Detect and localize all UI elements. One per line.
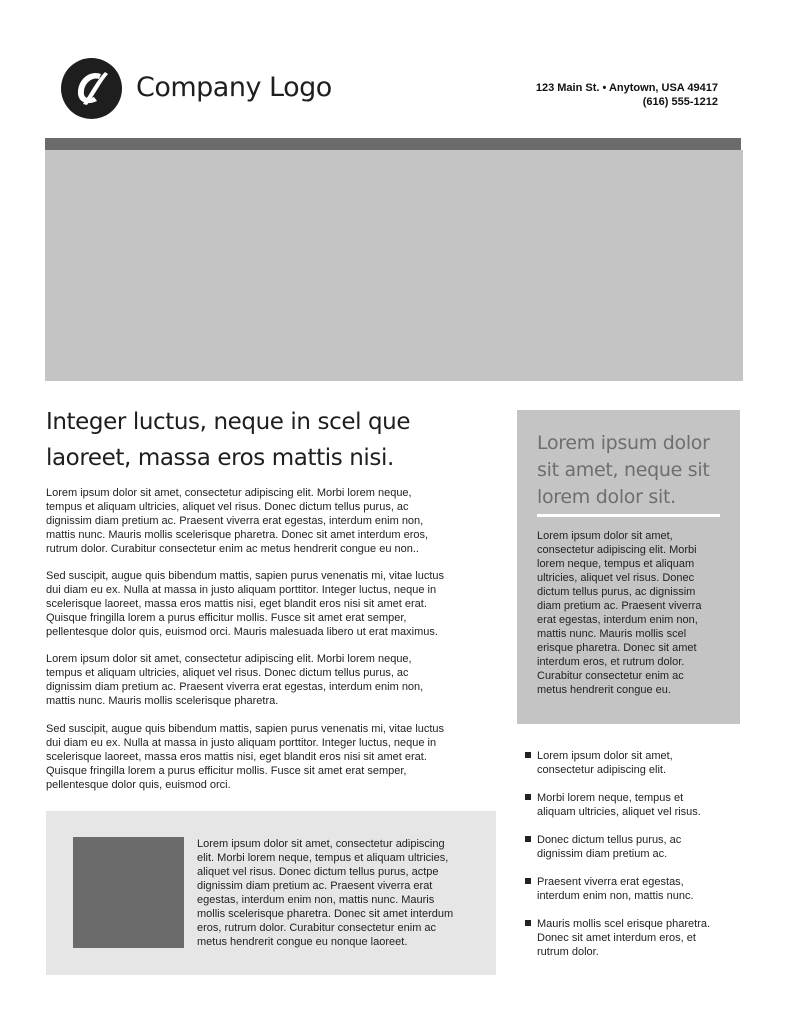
text-line: tempus et aliquam ultricies, aliquet vel risus. Donec dictum tellus purus, ac — [46, 501, 409, 513]
phone: (616) 555-1212 — [642, 96, 718, 108]
company-logo-icon — [61, 58, 122, 119]
text-line: laoreet, massa eros mattis nisi. — [46, 445, 394, 471]
text-line: Lorem ipsum dolor — [537, 432, 710, 454]
text-line: Lorem ipsum dolor sit amet, consectetur adipiscing — [197, 838, 445, 850]
text-line: dui diam eu ex. Nulla at massa in justo aliquam porttitor. Integer luctus, neque in — [46, 584, 437, 596]
text-line: scelerisque laoreet, massa eros mattis nisi, eget blandit eros nisi sit amet erat. — [46, 751, 427, 763]
text-line: dignissim diam pretium ac. — [537, 848, 668, 860]
sidebar-heading — [537, 430, 710, 511]
text-line: sit amet, neque sit — [537, 459, 710, 481]
text-line: erat egestas, interdum enim non, — [537, 614, 698, 626]
bullet-icon — [525, 920, 531, 926]
text-line: Praesent viverra erat egestas, — [537, 876, 684, 888]
text-line: aliquet vel risus. Donec dictum tellus purus, actpe — [197, 866, 439, 878]
text-line: rutrum dolor. Curabitur consectetur enim ac metus hendrerit congue eu non.. — [46, 543, 419, 555]
text-line: pellentesque dolor quis, euismod orci. — [46, 779, 231, 791]
header-rule — [45, 138, 741, 150]
text-line: diam pretium ac. Praesent viverra — [537, 600, 702, 612]
bullet-icon — [525, 836, 531, 842]
text-line: metus hendrerit congue eu. — [537, 684, 671, 696]
text-line: mattis nunc. Mauris mollis scel — [537, 628, 687, 640]
sidebar-box — [517, 410, 740, 724]
text-line: Lorem ipsum dolor sit amet, consectetur adipiscing elit. Morbi lorem neque, — [46, 653, 412, 665]
text-line: Sed suscipit, augue quis bibendum mattis, sapien purus venenatis mi, vitae luctus — [46, 570, 445, 582]
text-line: rutrum dolor. — [537, 946, 599, 958]
text-line: mollis scelerisque pharetra. Donec sit amet interdum — [197, 908, 454, 920]
paragraph — [46, 569, 444, 639]
paragraph — [46, 486, 428, 556]
bullet-icon — [525, 794, 531, 800]
text-line: dignissim diam pretium ac. Praesent viverra erat egestas, interdum enim non, — [46, 681, 424, 693]
text-line: lorem dolor sit. — [537, 486, 676, 508]
text-line: aliquam ultricies, aliquet vel risus. — [537, 806, 701, 818]
text-line: Mauris mollis scel erisque pharetra. — [537, 918, 711, 930]
text-line: egestas, interdum enim non, mattis nunc. Mauris — [197, 894, 435, 906]
text-line: tempus et aliquam ultricies, aliquet vel risus. Donec dictum tellus purus, ac — [46, 667, 409, 679]
headline — [46, 404, 410, 476]
text-line: Lorem ipsum dolor sit amet, consectetur adipiscing elit. Morbi lorem neque, — [46, 487, 412, 499]
text-line: Quisque fringilla lorem a purus efficitur mollis. Fusce sit amet erat semper, — [46, 612, 407, 624]
text-line: lorem neque, tempus et aliquam — [537, 558, 695, 570]
text-line: Curabitur consectetur enim ac — [537, 670, 684, 682]
company-logo-text: Company Logo — [136, 72, 332, 103]
text-line: Integer luctus, neque in scel que — [46, 409, 411, 435]
text-line: mattis nunc. Mauris mollis scelerisque pharetra. — [46, 695, 279, 707]
feature-image-placeholder — [73, 837, 184, 948]
sidebar-text — [537, 529, 701, 697]
text-line: interdum enim non, mattis nunc. — [537, 890, 694, 902]
feature-text — [197, 837, 453, 949]
text-line: Sed suscipit, augue quis bibendum mattis, sapien purus venenatis mi, vitae luctus — [46, 723, 445, 735]
text-line: Donec sit amet interdum eros, et — [537, 932, 696, 944]
text-line: Lorem ipsum dolor sit amet, — [537, 750, 673, 762]
text-line: interdum eros, et rutrum dolor. — [537, 656, 685, 668]
bullet-icon — [525, 752, 531, 758]
text-line: pellentesque dolor quis, euismod orci. Mauris malesuada libero ut erat maximus. — [46, 626, 438, 638]
text-line: elit. Morbi lorem neque, tempus et aliquam ultricies, — [197, 852, 449, 864]
text-line: dignissim diam pretium ac. Praesent viverra erat — [197, 880, 433, 892]
sidebar-rule — [537, 514, 720, 517]
bullet-icon — [525, 878, 531, 884]
paragraph — [46, 652, 423, 708]
hero-image-placeholder — [45, 150, 743, 381]
address: 123 Main St. • Anytown, USA 49417 — [535, 82, 718, 94]
text-line: dui diam eu ex. Nulla at massa in justo aliquam porttitor. Integer luctus, neque in — [46, 737, 437, 749]
text-line: scelerisque laoreet, massa eros mattis nisi, eget blandit eros nisi sit amet erat. — [46, 598, 427, 610]
text-line: Quisque fringilla lorem a purus efficitur mollis. Fusce sit amet erat semper, — [46, 765, 407, 777]
text-line: consectetur adipiscing elit. Morbi — [537, 544, 697, 556]
text-line: dignissim diam pretium ac. Praesent viverra erat egestas, interdum enim non, — [46, 515, 424, 527]
text-line: Lorem ipsum dolor sit amet, — [537, 530, 673, 542]
text-line: Donec dictum tellus purus, ac — [537, 834, 682, 846]
paragraph — [46, 722, 444, 792]
text-line: eros, rutrum dolor. Curabitur consectetur enim ac — [197, 922, 437, 934]
contact-info — [536, 81, 718, 109]
feature-box — [46, 811, 496, 975]
text-line: mattis nunc. Mauris mollis scelerisque pharetra. Donec sit amet interdum eros, — [46, 529, 429, 541]
text-line: metus hendrerit congue eu nonque laoreet. — [197, 936, 408, 948]
text-line: Morbi lorem neque, tempus et — [537, 792, 684, 804]
text-line: dictum tellus purus, ac dignissim — [537, 586, 696, 598]
text-line: ultricies, aliquet vel risus. Donec — [537, 572, 695, 584]
text-line: consectetur adipiscing elit. — [537, 764, 667, 776]
text-line: erisque pharetra. Donec sit amet — [537, 642, 697, 654]
